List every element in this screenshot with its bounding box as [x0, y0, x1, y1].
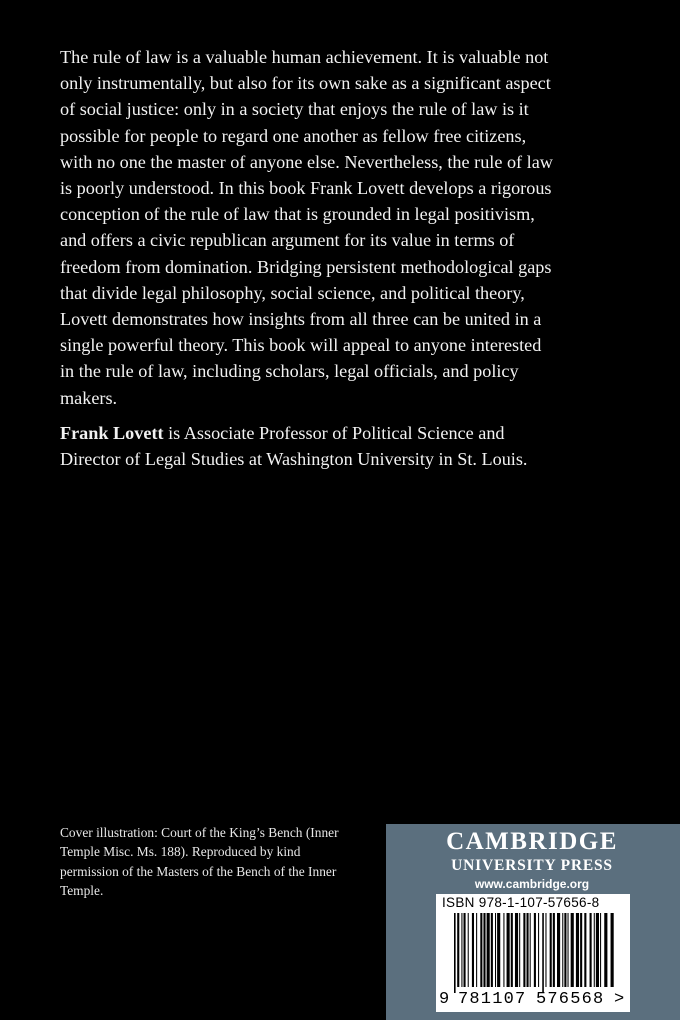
barcode-box: [436, 894, 630, 1012]
author-bio-text: is Associate Professor of Political Science and Director of Legal Studies at Washington University in St. Louis.: [60, 423, 528, 470]
barcode-first-digit: 9: [439, 990, 450, 1009]
barcode-icon: [452, 913, 616, 993]
barcode-right-digits: 576568: [536, 990, 605, 1009]
author-name: Frank Lovett: [60, 423, 164, 443]
barcode-digits: [436, 990, 630, 1010]
publisher-url: www.cambridge.org: [474, 877, 590, 891]
barcode-left-digits: 781107: [458, 990, 527, 1009]
publisher-panel: [386, 824, 680, 1020]
barcode-end-marker: >: [614, 990, 625, 1009]
publisher-name: CAMBRIDGE: [446, 828, 618, 855]
author-bio: [60, 420, 560, 472]
publisher-subname: UNIVERSITY PRESS: [451, 857, 613, 874]
book-description: The rule of law is a valuable human achievement. It is valuable not only instrumentally, but also for its own sake as a significant aspect of social justice: only in a society that enjoys the rule of law is it possible for people to regard one another as fellow free citizens, with no one the master of anyone else. Nevertheless, the rule of law is poorly understood. In this book Frank Lovett develops a rigorous conception of the rule of law that is grounded in legal positivism, and offers a civic republican argument for its value in terms of freedom from domination. Bridging persistent methodological gaps that divide legal philosophy, social science, and political theory, Lovett demonstrates how insights from all three can be united in a single powerful theory. This book will appeal to anyone interested in the rule of law, including scholars, legal officials, and policy makers.: [60, 47, 553, 408]
isbn-label: ISBN 978-1-107-57656-8: [442, 895, 600, 910]
cover-illustration-credit: Cover illustration: Court of the King’s Bench (Inner Temple Misc. Ms. 188). Reproduced by kind permission of the Masters of the Bench of the Inner Temple.: [60, 825, 339, 899]
